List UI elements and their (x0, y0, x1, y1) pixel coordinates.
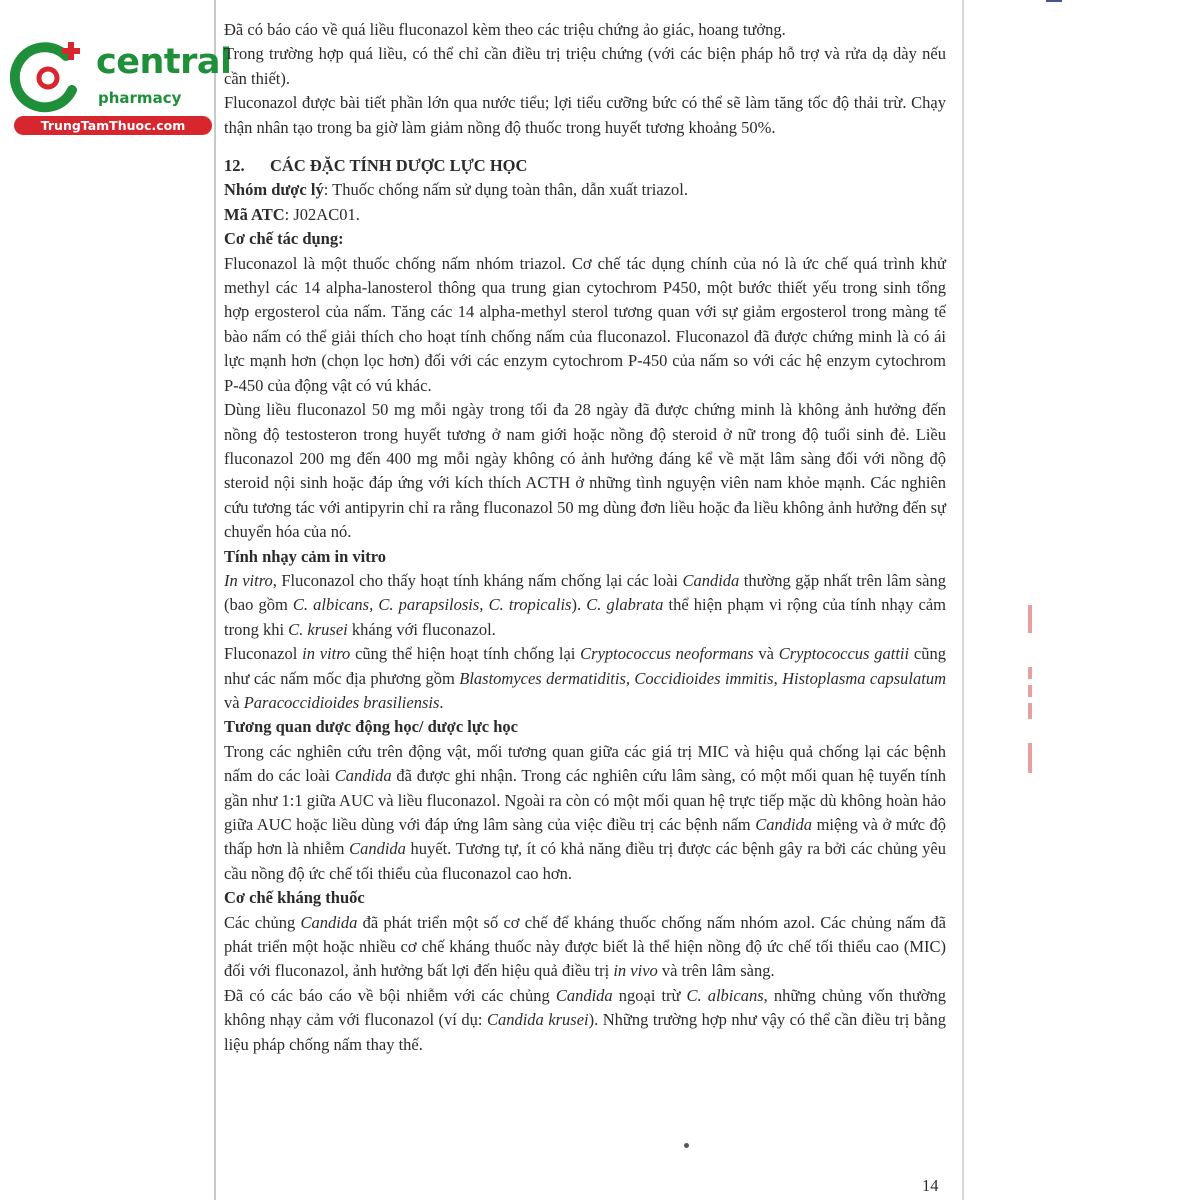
atc-code (224, 203, 946, 227)
intro-paragraph-3: Fluconazol được bài tiết phần lớn qua nước tiểu; lợi tiểu cưỡng bức có thể sẽ làm tăng tốc độ thải trừ. Chạy thận nhân tạo trong ba giờ làm giảm nồng độ thuốc trong huyết tương khoảng 50%. (224, 93, 946, 137)
section-title: CÁC ĐẶC TÍNH DƯỢC LỰC HỌC (270, 156, 528, 176)
document-body (224, 18, 946, 1057)
resistance-paragraph-2: Đã có các báo cáo về bội nhiễm với các chủng Candida ngoại trừ C. albicans, những chủng vốn thường không nhạy cảm với fluconazol (ví dụ: Candida krusei). Những trường hợp như vậy có thể cần điều trị bằng liệu pháp chống nấm thay thế. (224, 985, 946, 1054)
section-heading (224, 154, 946, 178)
mechanism-paragraph-1: Fluconazol là một thuốc chống nấm nhóm triazol. Cơ chế tác dụng chính của nó là ức chế quá trình khử methyl các 14 alpha-lanosterol thông qua trung gian cytochrom P450, một bước thiết yếu trong sinh tổng hợp ergosterol của nấm. Tăng các 14 alpha-methyl sterol tương quan với sự giảm ergosterol trong màng tế bào nấm có thể giải thích cho hoạt tính chống nấm của fluconazol. Fluconazol đã được chứng minh là có ái lực mạnh hơn (chọn lọc hơn) đối với các enzym cytochrom P-450 của nấm so với các hệ enzym cytochrom P-450 của động vật có vú khác. (224, 253, 946, 395)
pkpd-heading: Tương quan dược động học/ dược lực học (224, 717, 518, 737)
group-label: Nhóm dược lý (224, 180, 324, 200)
atc-value: : J02AC01. (284, 204, 360, 224)
logo-brand: central (96, 42, 232, 82)
atc-label: Mã ATC (224, 204, 285, 224)
resistance-heading: Cơ chế kháng thuốc (224, 888, 365, 908)
sensitivity-heading: Tính nhạy cảm in vitro (224, 546, 386, 566)
intro-paragraph-1: Đã có báo cáo về quá liều fluconazol kèm theo các triệu chứng ảo giác, hoang tưởng. (224, 20, 786, 39)
mechanism-paragraph-2: Dùng liều fluconazol 50 mg mỗi ngày trong tối đa 28 ngày đã được chứng minh là không ảnh hưởng đến nồng độ testosteron trong huyết tương ở nam giới hoặc nồng độ steroid ở nữ trong độ tuổi sinh đẻ. Liều fluconazol 200 mg đến 400 mg mỗi ngày không có ảnh hưởng đáng kể về mặt lâm sàng đối với nồng độ steroid nội sinh hoặc đáp ứng với kích thích ACTH ở những tình nguyện viên nam khỏe mạnh. Các nghiên cứu tương tác với antipyrin chỉ ra rằng fluconazol 50 mg dùng đơn liều hoặc đa liều không ảnh hưởng đến sự chuyển hóa của nó. (224, 400, 946, 542)
group-value: : Thuốc chống nấm sử dụng toàn thân, dẫn xuất triazol. (323, 180, 688, 200)
page-number: 14 (922, 1176, 939, 1195)
logo-mark-icon (10, 38, 90, 118)
logo-url: TrungTamThuoc.com (14, 116, 212, 135)
logo-sub: pharmacy (98, 89, 182, 107)
pkpd-paragraph: Trong các nghiên cứu trên động vật, mối tương quan giữa các giá trị MIC và hiệu quả chống lại các bệnh nấm do các loài Candida đã được ghi nhận. Trong các nghiên cứu lâm sàng, có một mối quan hệ tuyến tính gần như 1:1 giữa AUC và liều fluconazol. Ngoài ra còn có một mối quan hệ trực tiếp mặc dù không hoàn hảo giữa AUC hoặc liều dùng với đáp ứng lâm sàng của việc điều trị các bệnh nấm Candida miệng và ở mức độ thấp hơn là nhiễm Candida huyết. Tương tự, ít có khả năng điều trị được các bệnh gây ra bởi các chủng yêu cầu nồng độ ức chế tối thiểu của fluconazol cao hơn. (224, 741, 946, 883)
central-pharmacy-logo[interactable] (10, 38, 232, 138)
corner-mark (1046, 0, 1062, 2)
margin-stamp-marks (1028, 605, 1048, 775)
sensitivity-paragraph-2: Fluconazol in vitro cũng thể hiện hoạt tính chống lại Cryptococcus neoformans và Cryptococcus gattii cũng như các nấm mốc địa phương gồm Blastomyces dermatiditis, Coccidioides immitis, Histoplasma capsulatum và Paracoccidioides brasiliensis. (224, 644, 947, 712)
sensitivity-paragraph-1: In vitro, Fluconazol cho thấy hoạt tính kháng nấm chống lại các loài Candida thường gặp nhất trên lâm sàng (bao gồm C. albicans, C. parapsilosis, C. tropicalis). C. glabrata thể hiện phạm vi rộng của tính nhạy cảm trong khi C. krusei kháng với fluconazol. (224, 570, 947, 639)
intro-paragraph-2: Trong trường hợp quá liều, có thể chỉ cần điều trị triệu chứng (với các biện pháp hỗ trợ và rửa dạ dày nếu cần thiết). (224, 44, 946, 88)
section-number: 12. (224, 156, 245, 176)
scan-dot (684, 1143, 689, 1148)
pharmacologic-group (224, 178, 946, 202)
resistance-paragraph-1: Các chủng Candida đã phát triển một số cơ chế để kháng thuốc chống nấm nhóm azol. Các chủng nấm đã phát triển một hoặc nhiều cơ chế kháng thuốc này được biết là thể hiện nồng độ ức chế tối thiểu cao (MIC) đối với fluconazol, ảnh hưởng bất lợi đến hiệu quả điều trị in vivo và trên lâm sàng. (224, 912, 946, 981)
mechanism-heading: Cơ chế tác dụng: (224, 229, 344, 249)
page-left-edge (214, 0, 216, 1200)
page-right-edge (962, 0, 964, 1200)
